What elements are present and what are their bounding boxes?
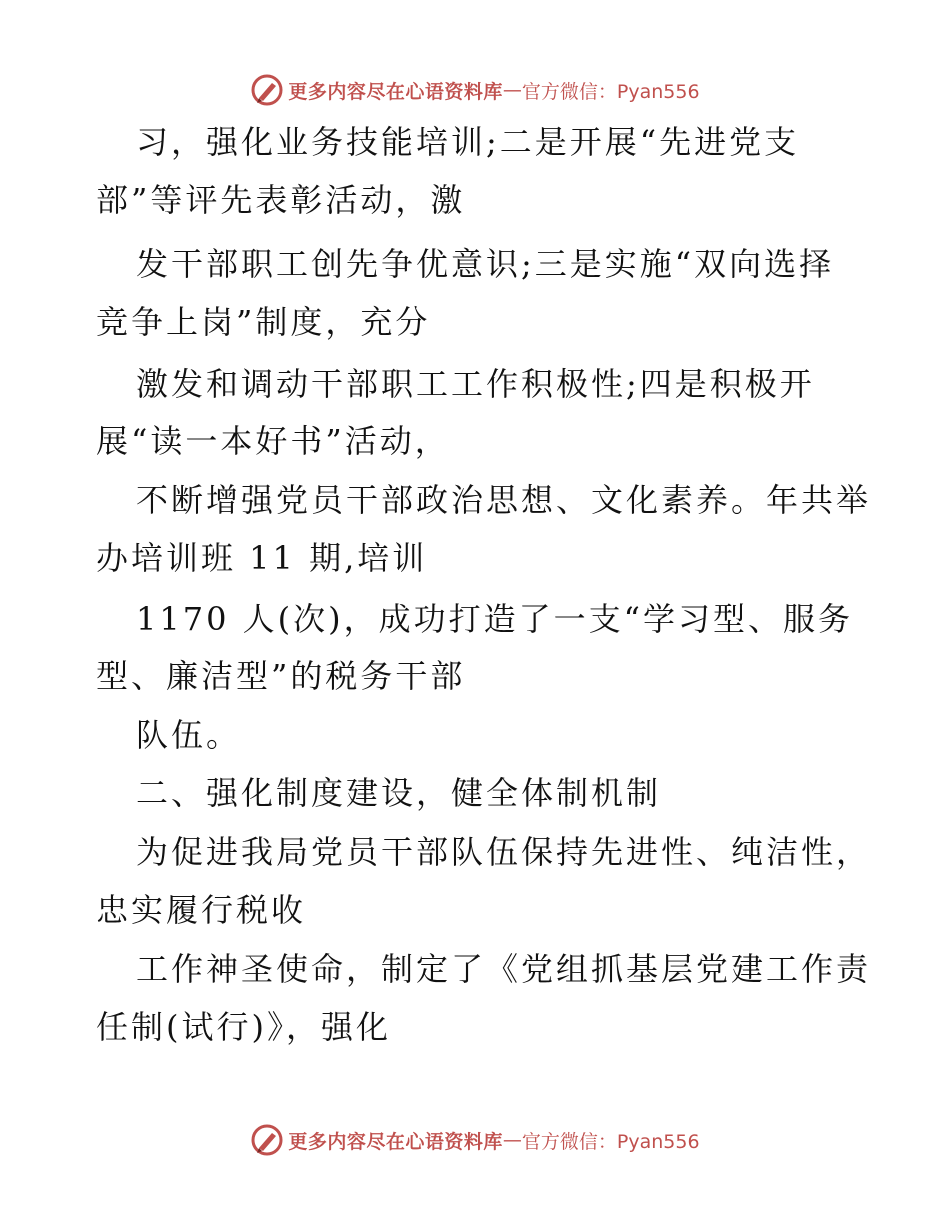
body-line: 竞争上岗”制度，充分 [96, 303, 431, 341]
banner-wechat: 官方微信：Pyan556 [521, 80, 700, 103]
body-line: 为促进我局党员干部队伍保持先进性、纯洁性， [136, 833, 872, 871]
body-line: 展“读一本好书”活动， [96, 422, 450, 460]
body-line: 习，强化业务技能培训;二是开展“先进党支 [136, 123, 800, 161]
body-line: 办培训班 11 期,培训 [96, 539, 428, 577]
body-line: 发干部职工创先争优意识;三是实施“双向选择 [136, 245, 835, 283]
body-line: 队伍。 [136, 716, 242, 754]
header-banner [0, 70, 950, 110]
body-line: 任制(试行)》，强化 [96, 1008, 391, 1046]
banner-text: 更多内容尽在心语资料库 [288, 1130, 503, 1153]
body-line: 型、廉洁型”的税务干部 [96, 657, 466, 695]
footer-banner [0, 1120, 950, 1160]
pen-logo-icon [250, 1123, 284, 1157]
banner-text: 更多内容尽在心语资料库 [288, 80, 503, 103]
body-line: 部”等评先表彰活动，激 [96, 181, 466, 219]
pen-logo-icon [250, 73, 284, 107]
banner-separator: — [502, 1129, 522, 1151]
body-line: 激发和调动干部职工工作积极性;四是积极开 [136, 365, 815, 403]
banner-wechat: 官方微信：Pyan556 [521, 1130, 700, 1153]
section-heading: 二、强化制度建设，健全体制机制 [136, 774, 662, 812]
body-line: 忠实履行税收 [96, 891, 307, 929]
banner-separator: — [502, 79, 522, 101]
body-line: 1170 人(次)，成功打造了一支“学习型、服务 [136, 600, 853, 638]
body-line: 不断增强党员干部政治思想、文化素养。年共举 [136, 481, 872, 519]
body-line: 工作神圣使命，制定了《党组抓基层党建工作责 [136, 950, 872, 988]
